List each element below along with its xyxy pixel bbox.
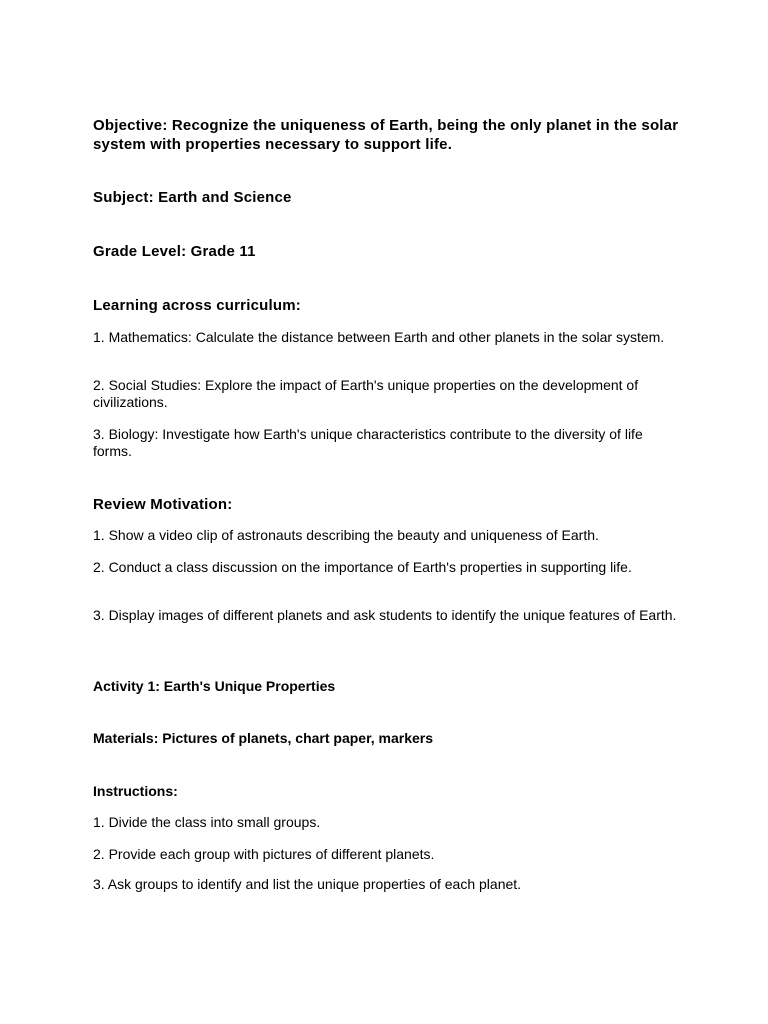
grade-level-heading: Grade Level: Grade 11 bbox=[93, 243, 256, 260]
instructions-heading: Instructions: bbox=[93, 783, 178, 799]
subject-heading: Subject: Earth and Science bbox=[93, 189, 292, 206]
objective-heading: Objective: Recognize the uniqueness of Earth, being the only planet in the solar system with properties necessary to support life. bbox=[93, 117, 679, 153]
review-item-video-clip: 1. Show a video clip of astronauts describing the beauty and uniqueness of Earth. bbox=[93, 527, 599, 543]
materials-heading: Materials: Pictures of planets, chart paper, markers bbox=[93, 730, 434, 746]
instruction-item-identify-properties: 3. Ask groups to identify and list the unique properties of each planet. bbox=[93, 876, 522, 892]
learning-item-mathematics: 1. Mathematics: Calculate the distance between Earth and other planets in the solar system. bbox=[93, 329, 665, 345]
review-item-class-discussion: 2. Conduct a class discussion on the importance of Earth's properties in supporting life. bbox=[93, 559, 632, 575]
review-motivation-heading: Review Motivation: bbox=[93, 496, 233, 513]
learning-item-biology: 3. Biology: Investigate how Earth's unique characteristics contribute to the diversity of life forms. bbox=[93, 426, 643, 459]
activity-heading: Activity 1: Earth's Unique Properties bbox=[93, 678, 336, 694]
instruction-item-provide-pictures: 2. Provide each group with pictures of different planets. bbox=[93, 846, 435, 862]
learning-across-curriculum-heading: Learning across curriculum: bbox=[93, 297, 301, 314]
review-item-display-images: 3. Display images of different planets and ask students to identify the unique features of Earth. bbox=[93, 607, 677, 623]
learning-item-social-studies: 2. Social Studies: Explore the impact of Earth's unique properties on the development of civilizations. bbox=[93, 377, 639, 410]
instruction-item-divide-class: 1. Divide the class into small groups. bbox=[93, 814, 321, 830]
